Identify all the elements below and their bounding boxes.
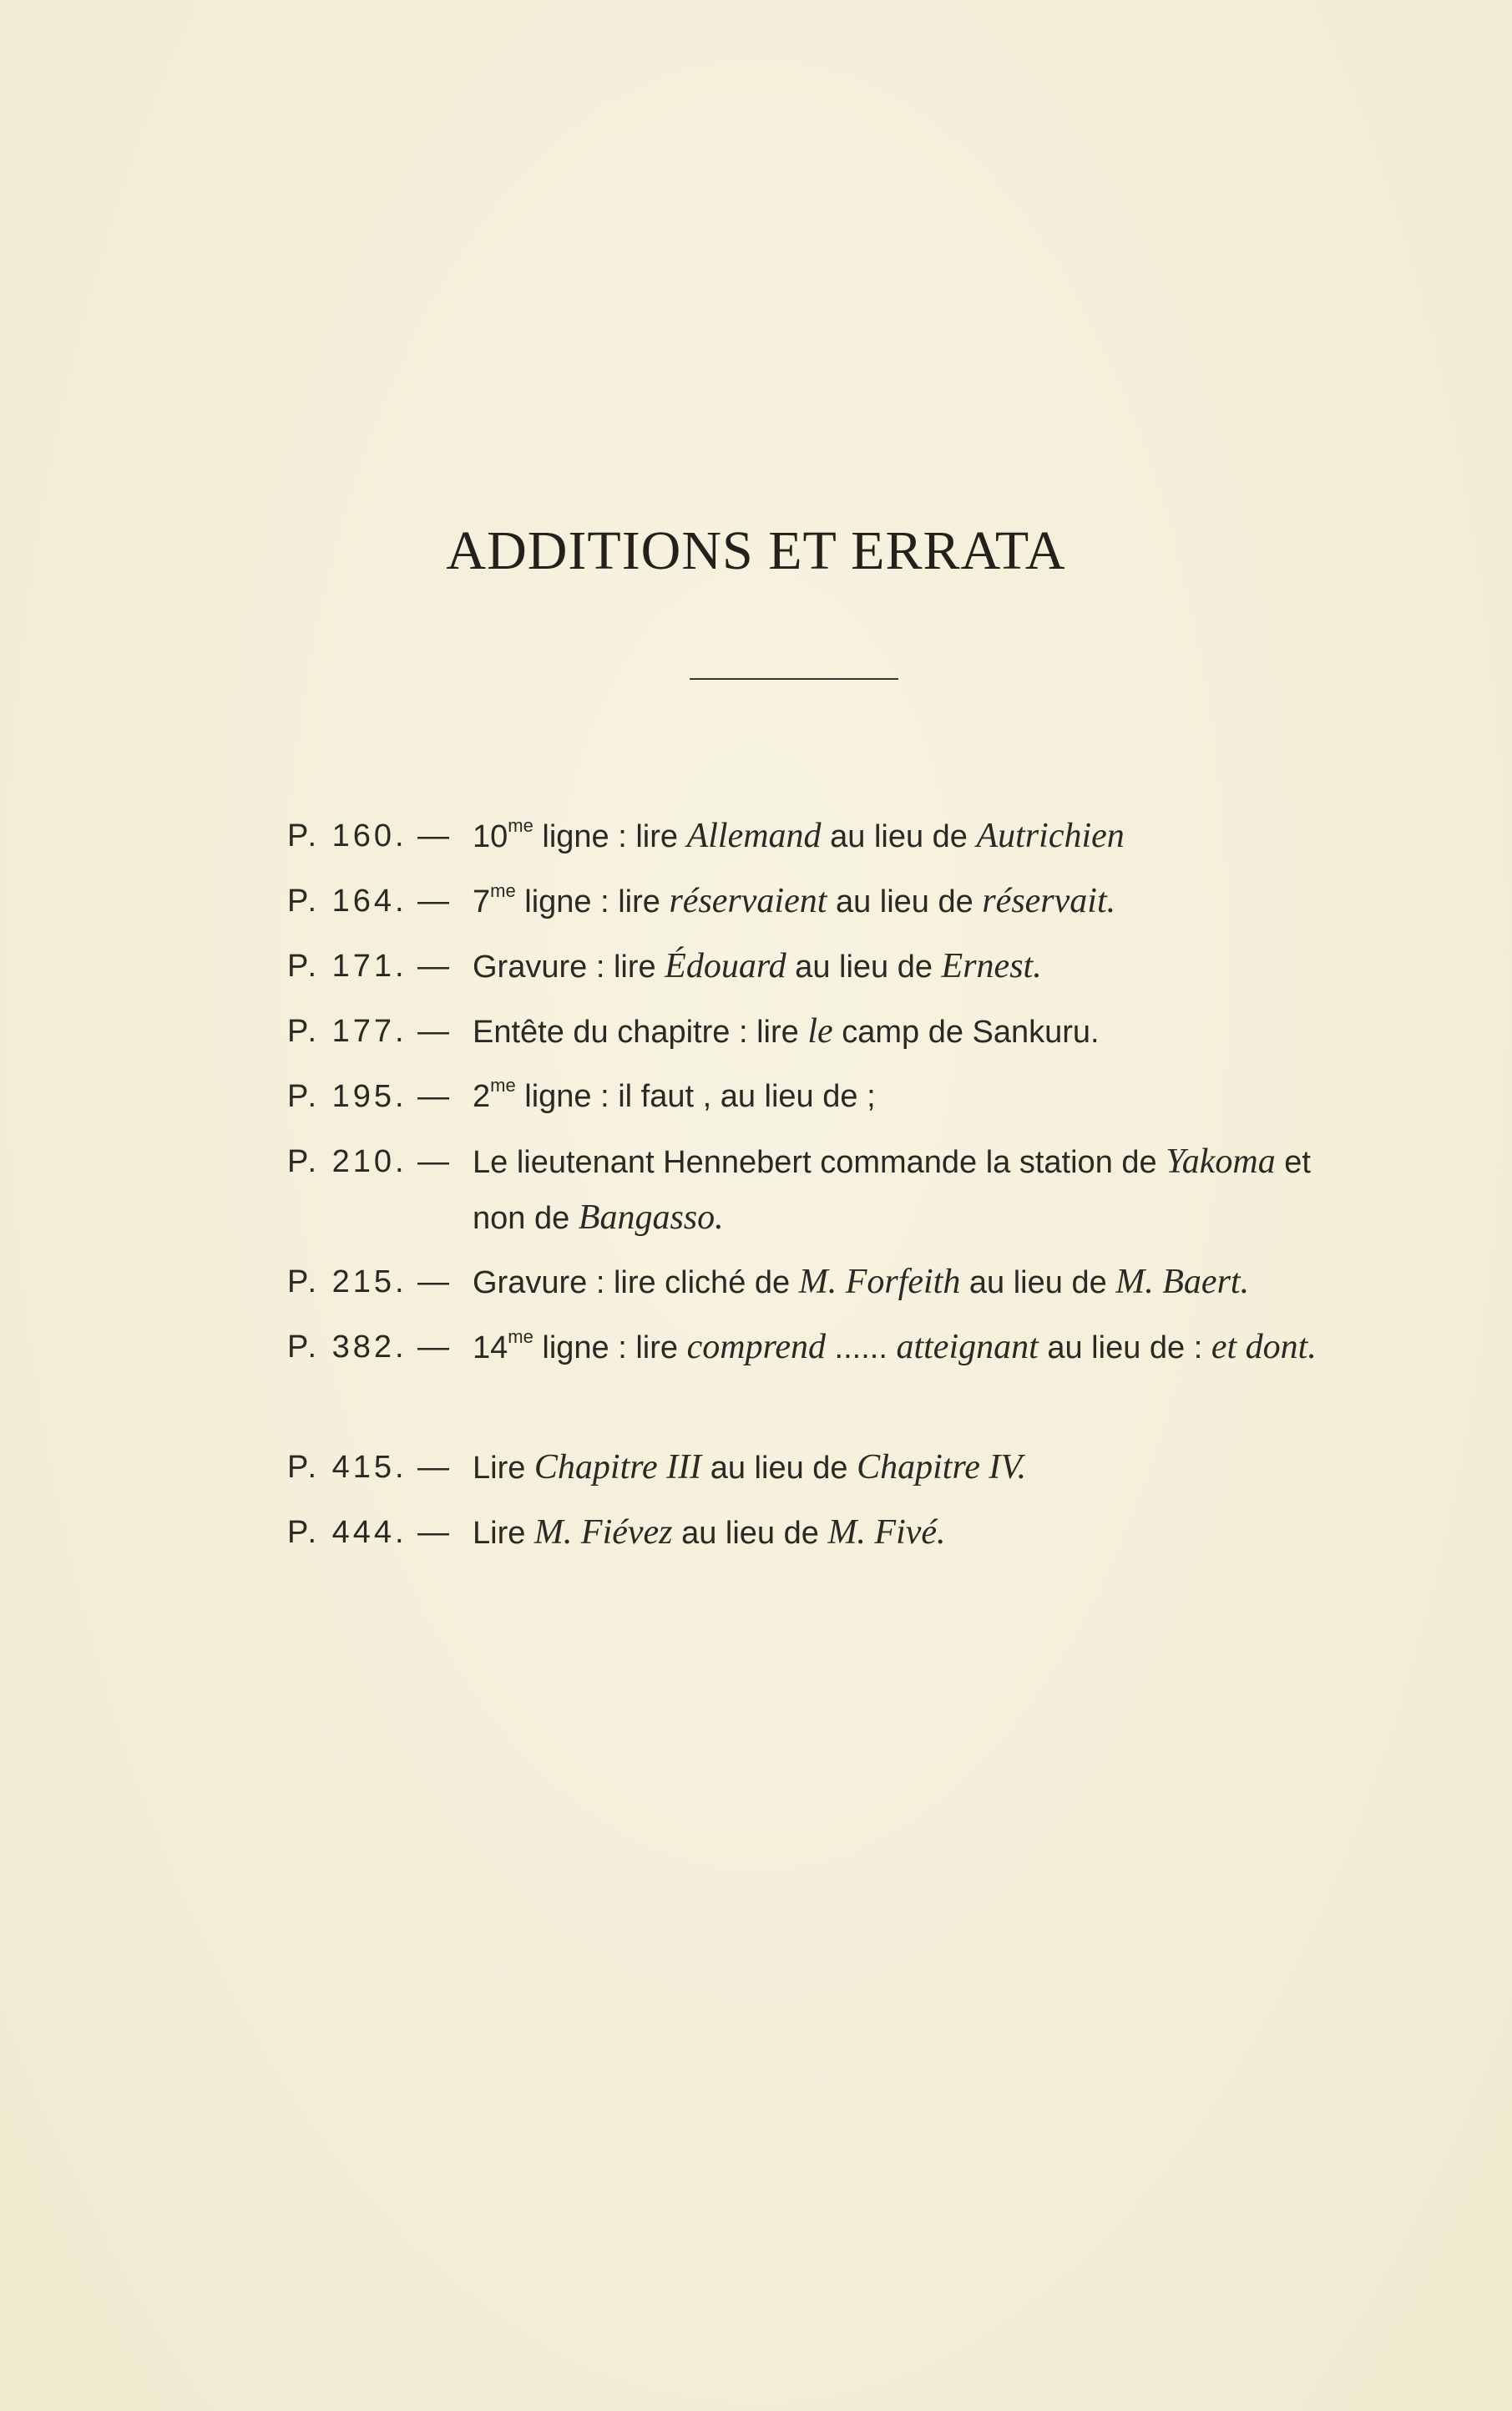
- italic-term: Ernest.: [941, 947, 1042, 985]
- entry-page-number: P. 177.: [287, 1014, 407, 1049]
- entry-correction: [473, 939, 1339, 995]
- entry-dash: —: [417, 1264, 449, 1299]
- correction-text: au lieu de: [701, 1451, 857, 1486]
- correction-text: Lire: [473, 1516, 534, 1551]
- errata-entry: [287, 874, 1339, 939]
- entry-dash: —: [417, 1014, 449, 1049]
- errata-list: [287, 808, 1339, 1570]
- correction-text: au lieu de: [786, 950, 942, 985]
- entry-correction: [473, 1505, 1339, 1561]
- entry-dash: —: [417, 1144, 449, 1179]
- correction-text: ......: [826, 1330, 897, 1365]
- correction-text: ligne : il faut , au lieu de ;: [515, 1079, 876, 1114]
- italic-term: Autrichien: [976, 817, 1125, 855]
- ordinal-suffix: me: [490, 1075, 516, 1096]
- entry-correction: [473, 874, 1339, 929]
- ordinal-suffix: me: [508, 815, 533, 836]
- correction-text: camp de Sankuru.: [832, 1015, 1100, 1050]
- correction-text: ligne : lire: [533, 1330, 687, 1365]
- correction-text: au lieu de: [821, 819, 977, 854]
- entry-page-number: P. 382.: [287, 1330, 407, 1365]
- correction-text: Entête du chapitre : lire: [473, 1015, 808, 1050]
- entry-correction: [473, 1254, 1339, 1310]
- entry-dash: —: [417, 884, 449, 919]
- entry-dash: —: [417, 1450, 449, 1485]
- correction-text: ligne : lire: [533, 819, 687, 854]
- entry-correction: [473, 1319, 1339, 1375]
- italic-term: réservaient: [669, 882, 827, 920]
- italic-term: M. Baert.: [1115, 1263, 1250, 1301]
- entry-correction: [473, 1004, 1339, 1060]
- correction-text: ligne : lire: [515, 884, 670, 919]
- italic-term: atteignant: [896, 1328, 1039, 1366]
- italic-term: et dont.: [1211, 1328, 1317, 1366]
- entry-correction: [473, 808, 1339, 864]
- correction-text: 14: [473, 1330, 508, 1365]
- errata-entry: [287, 1069, 1339, 1134]
- entry-dash: —: [417, 1079, 449, 1114]
- entry-dash: —: [417, 949, 449, 984]
- errata-entry: [287, 1505, 1339, 1570]
- title-rule: [690, 678, 898, 680]
- entry-page-number: P. 444.: [287, 1515, 407, 1550]
- entry-page-number: P. 160.: [287, 818, 407, 853]
- correction-text: Le lieutenant Hennebert commande la station de: [473, 1145, 1166, 1180]
- correction-text: et non de: [473, 1145, 1320, 1236]
- italic-term: M. Fivé.: [827, 1513, 946, 1552]
- errata-entry: [287, 939, 1339, 1004]
- errata-entry: [287, 1134, 1339, 1254]
- entry-page-number: P. 215.: [287, 1264, 407, 1299]
- correction-text: 2: [473, 1079, 491, 1114]
- italic-term: Chapitre III: [533, 1448, 702, 1487]
- errata-entry: [287, 1319, 1339, 1440]
- correction-text: au lieu de: [960, 1265, 1116, 1300]
- italic-term: M. Forfeith: [798, 1263, 961, 1301]
- ordinal-suffix: me: [490, 880, 516, 901]
- entry-correction: [473, 1440, 1339, 1496]
- italic-term: le: [807, 1012, 833, 1051]
- page-title: ADDITIONS ET ERRATA: [446, 520, 1066, 581]
- italic-term: M. Fiévez: [533, 1513, 673, 1552]
- correction-text: au lieu de :: [1038, 1330, 1211, 1365]
- entry-dash: —: [417, 1515, 449, 1550]
- correction-text: 7: [473, 884, 491, 919]
- errata-entry: [287, 1254, 1339, 1319]
- ordinal-suffix: me: [508, 1326, 533, 1347]
- correction-text: au lieu de: [672, 1516, 828, 1551]
- entry-page-number: P. 164.: [287, 884, 407, 919]
- entry-page-number: P. 210.: [287, 1144, 407, 1179]
- entry-page-number: P. 171.: [287, 949, 407, 984]
- italic-term: réservait.: [982, 882, 1116, 920]
- italic-term: Chapitre IV.: [857, 1448, 1027, 1487]
- italic-term: Allemand: [686, 817, 822, 855]
- errata-entry: [287, 808, 1339, 874]
- entry-correction: [473, 1069, 1339, 1124]
- errata-entry: [287, 1440, 1339, 1505]
- correction-text: Gravure : lire: [473, 950, 665, 985]
- italic-term: Bangasso.: [578, 1198, 724, 1237]
- correction-text: 10: [473, 819, 508, 854]
- entry-correction: [473, 1134, 1339, 1246]
- entry-dash: —: [417, 1330, 449, 1365]
- entry-dash: —: [417, 818, 449, 853]
- correction-text: au lieu de: [827, 884, 983, 919]
- entry-page-number: P. 415.: [287, 1450, 407, 1485]
- correction-text: Gravure : lire cliché de: [473, 1265, 799, 1300]
- entry-page-number: P. 195.: [287, 1079, 407, 1114]
- errata-entry: [287, 1004, 1339, 1069]
- italic-term: comprend: [686, 1328, 826, 1366]
- correction-text: Lire: [473, 1451, 534, 1486]
- italic-term: Édouard: [665, 947, 786, 985]
- italic-term: Yakoma: [1166, 1142, 1276, 1181]
